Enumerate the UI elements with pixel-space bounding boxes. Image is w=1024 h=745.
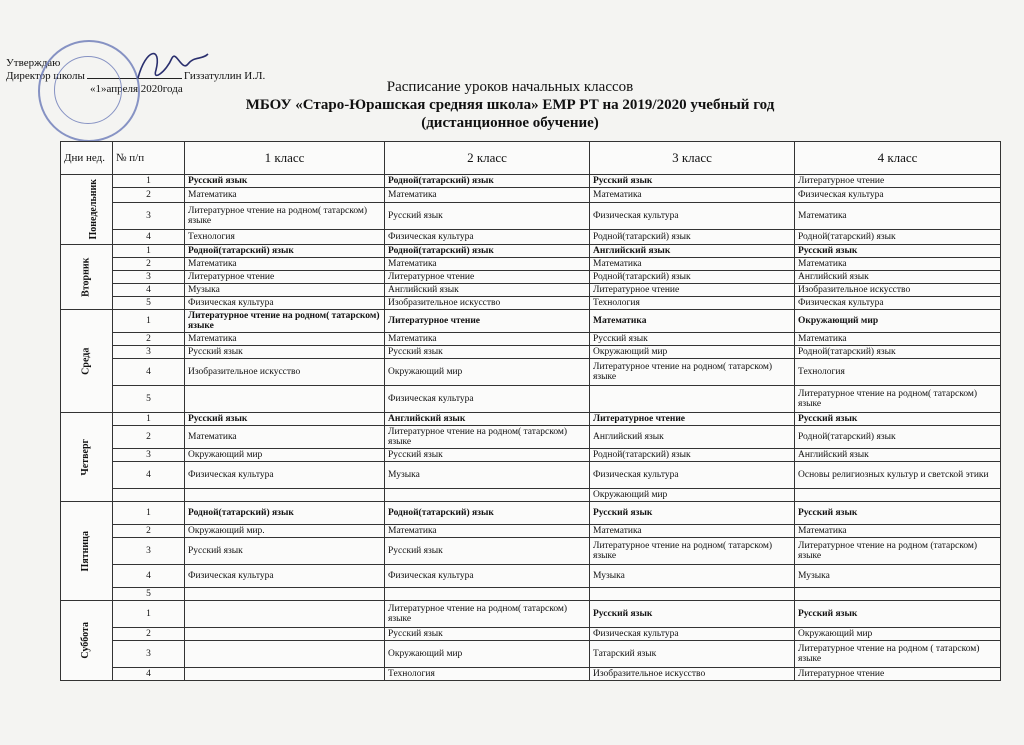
cell-class-2: Математика	[385, 333, 590, 346]
day-cell	[61, 245, 113, 310]
cell-class-1: Русский язык	[185, 346, 385, 359]
table-row	[61, 668, 1001, 681]
lesson-num: 1	[113, 502, 185, 525]
cell-class-3: Родной(татарский) язык	[590, 271, 795, 284]
title-line3: (дистанционное обучение)	[421, 115, 599, 131]
cell-class-1: Математика	[185, 426, 385, 449]
cell-class-2: Математика	[385, 525, 590, 538]
cell-class-3: Литературное чтение на родном( татарском) языке	[590, 538, 795, 565]
lesson-num	[113, 489, 185, 502]
table-row	[61, 271, 1001, 284]
cell-class-3: Родной(татарский) язык	[590, 230, 795, 245]
cell-class-3: Окружающий мир	[590, 489, 795, 502]
cell-class-2: Английский язык	[385, 413, 590, 426]
table-row	[61, 601, 1001, 628]
cell-class-2	[385, 489, 590, 502]
cell-class-2: Математика	[385, 188, 590, 203]
cell-class-4: Русский язык	[795, 413, 1001, 426]
cell-class-2: Литературное чтение на родном( татарском) языке	[385, 426, 590, 449]
cell-class-2: Музыка	[385, 462, 590, 489]
lesson-num: 1	[113, 413, 185, 426]
lesson-num: 1	[113, 175, 185, 188]
title-line2: МБОУ «Старо-Юрашская средняя школа» ЕМР РТ на 2019/2020 учебный год	[245, 97, 775, 113]
cell-class-3: Математика	[590, 258, 795, 271]
cell-class-1: Русский язык	[185, 413, 385, 426]
cell-class-1	[185, 628, 385, 641]
table-row	[61, 641, 1001, 668]
lesson-num: 5	[113, 297, 185, 310]
cell-class-4: Математика	[795, 525, 1001, 538]
table-row	[61, 489, 1001, 502]
cell-class-2: Английский язык	[385, 284, 590, 297]
cell-class-4: Технология	[795, 359, 1001, 386]
cell-class-2: Русский язык	[385, 449, 590, 462]
cell-class-3: Татарский язык	[590, 641, 795, 668]
header-row	[61, 142, 1001, 175]
cell-class-4: Физическая культура	[795, 188, 1001, 203]
cell-class-2: Русский язык	[385, 628, 590, 641]
cell-class-2: Русский язык	[385, 203, 590, 230]
cell-class-4	[795, 588, 1001, 601]
lesson-num: 5	[113, 588, 185, 601]
day-name: Пятница	[80, 530, 92, 572]
cell-class-2: Изобразительное искусство	[385, 297, 590, 310]
cell-class-2: Литературное чтение	[385, 271, 590, 284]
page-title	[200, 78, 820, 132]
table-row	[61, 245, 1001, 258]
cell-class-1	[185, 386, 385, 413]
lesson-num: 4	[113, 565, 185, 588]
cell-class-1	[185, 668, 385, 681]
cell-class-1: Математика	[185, 188, 385, 203]
table-row	[61, 188, 1001, 203]
lesson-num: 1	[113, 601, 185, 628]
director-name: Гиззатуллин И.Л.	[183, 70, 266, 82]
cell-class-3: Литературное чтение на родном( татарском) языке	[590, 359, 795, 386]
cell-class-1: Математика	[185, 258, 385, 271]
table-row	[61, 310, 1001, 333]
cell-class-4: Математика	[795, 203, 1001, 230]
day-name: Понедельник	[88, 179, 100, 240]
table-row	[61, 426, 1001, 449]
cell-class-1	[185, 641, 385, 668]
cell-class-3: Физическая культура	[590, 628, 795, 641]
cell-class-4: Родной(татарский) язык	[795, 230, 1001, 245]
cell-class-2: Технология	[385, 668, 590, 681]
school-stamp	[38, 40, 140, 142]
cell-class-1: Изобразительное искусство	[185, 359, 385, 386]
lesson-num: 2	[113, 333, 185, 346]
cell-class-4: Окружающий мир	[795, 310, 1001, 333]
table-row	[61, 346, 1001, 359]
lesson-num: 3	[113, 203, 185, 230]
day-cell	[61, 601, 113, 681]
cell-class-4	[795, 489, 1001, 502]
cell-class-3: Родной(татарский) язык	[590, 449, 795, 462]
lesson-num: 3	[113, 641, 185, 668]
cell-class-4: Изобразительное искусство	[795, 284, 1001, 297]
cell-class-4: Литературное чтение	[795, 175, 1001, 188]
cell-class-2: Математика	[385, 258, 590, 271]
table-row	[61, 297, 1001, 310]
table-row	[61, 175, 1001, 188]
approval-line1: Утверждаю	[6, 57, 61, 69]
cell-class-2: Русский язык	[385, 538, 590, 565]
day-name: Суббота	[80, 622, 92, 659]
cell-class-1: Русский язык	[185, 175, 385, 188]
cell-class-4: Русский язык	[795, 502, 1001, 525]
table-row	[61, 462, 1001, 489]
table-row	[61, 333, 1001, 346]
lesson-num: 3	[113, 538, 185, 565]
cell-class-3: Физическая культура	[590, 462, 795, 489]
cell-class-2: Литературное чтение	[385, 310, 590, 333]
lesson-num: 2	[113, 188, 185, 203]
cell-class-1: Родной(татарский) язык	[185, 502, 385, 525]
cell-class-3	[590, 588, 795, 601]
cell-class-3: Математика	[590, 188, 795, 203]
cell-class-1: Физическая культура	[185, 462, 385, 489]
table-row	[61, 525, 1001, 538]
cell-class-1: Русский язык	[185, 538, 385, 565]
lesson-num: 1	[113, 245, 185, 258]
lesson-num: 3	[113, 449, 185, 462]
cell-class-1: Физическая культура	[185, 565, 385, 588]
table-row	[61, 538, 1001, 565]
cell-class-3: Русский язык	[590, 333, 795, 346]
cell-class-4: Математика	[795, 258, 1001, 271]
table-row	[61, 628, 1001, 641]
lesson-num: 4	[113, 230, 185, 245]
cell-class-2: Литературное чтение на родном( татарском) языке	[385, 601, 590, 628]
cell-class-1: Физическая культура	[185, 297, 385, 310]
cell-class-4: Математика	[795, 333, 1001, 346]
cell-class-3: Музыка	[590, 565, 795, 588]
cell-class-4: Литературное чтение на родном ( татарском) языке	[795, 641, 1001, 668]
cell-class-2	[385, 588, 590, 601]
cell-class-4: Русский язык	[795, 601, 1001, 628]
cell-class-1	[185, 601, 385, 628]
lesson-num: 2	[113, 426, 185, 449]
cell-class-1: Литературное чтение на родном( татарском) языке	[185, 310, 385, 333]
lesson-num: 2	[113, 628, 185, 641]
schedule-table	[60, 141, 1001, 681]
title-line1: Расписание уроков начальных классов	[386, 79, 634, 95]
cell-class-3: Английский язык	[590, 245, 795, 258]
header-class-3: 3 класс	[590, 142, 795, 175]
cell-class-3: Русский язык	[590, 502, 795, 525]
day-cell	[61, 413, 113, 502]
lesson-num: 4	[113, 462, 185, 489]
cell-class-4: Музыка	[795, 565, 1001, 588]
cell-class-3: Математика	[590, 525, 795, 538]
cell-class-1: Математика	[185, 333, 385, 346]
cell-class-4: Окружающий мир	[795, 628, 1001, 641]
cell-class-2: Физическая культура	[385, 230, 590, 245]
cell-class-4: Английский язык	[795, 449, 1001, 462]
cell-class-4: Родной(татарский) язык	[795, 346, 1001, 359]
cell-class-4: Родной(татарский) язык	[795, 426, 1001, 449]
cell-class-4: Основы религиозных культур и светской этики	[795, 462, 1001, 489]
cell-class-3: Технология	[590, 297, 795, 310]
table-row	[61, 203, 1001, 230]
lesson-num: 2	[113, 258, 185, 271]
table-row	[61, 565, 1001, 588]
cell-class-3: Английский язык	[590, 426, 795, 449]
lesson-num: 3	[113, 346, 185, 359]
cell-class-3: Физическая культура	[590, 203, 795, 230]
lesson-num: 2	[113, 525, 185, 538]
header-class-1: 1 класс	[185, 142, 385, 175]
header-class-2: 2 класс	[385, 142, 590, 175]
cell-class-2: Родной(татарский) язык	[385, 502, 590, 525]
table-row	[61, 359, 1001, 386]
lesson-num: 1	[113, 310, 185, 333]
cell-class-1: Литературное чтение на родном( татарском) языке	[185, 203, 385, 230]
cell-class-1: Литературное чтение	[185, 271, 385, 284]
cell-class-4: Литературное чтение	[795, 668, 1001, 681]
cell-class-2: Физическая культура	[385, 565, 590, 588]
table-row	[61, 258, 1001, 271]
day-cell	[61, 175, 113, 245]
table-row	[61, 588, 1001, 601]
cell-class-4: Литературное чтение на родном( татарском) языке	[795, 386, 1001, 413]
cell-class-3: Окружающий мир	[590, 346, 795, 359]
cell-class-2: Русский язык	[385, 346, 590, 359]
header-num: № п/п	[113, 142, 185, 175]
cell-class-2: Окружающий мир	[385, 641, 590, 668]
cell-class-1: Технология	[185, 230, 385, 245]
lesson-num: 4	[113, 359, 185, 386]
cell-class-1: Музыка	[185, 284, 385, 297]
cell-class-4: Литературное чтение на родном (татарском) языке	[795, 538, 1001, 565]
day-name: Среда	[80, 347, 92, 375]
header-day: Дни нед.	[61, 142, 113, 175]
cell-class-1: Окружающий мир.	[185, 525, 385, 538]
cell-class-2: Окружающий мир	[385, 359, 590, 386]
cell-class-2: Родной(татарский) язык	[385, 245, 590, 258]
approval-line2: Директор школы	[6, 70, 85, 82]
cell-class-1	[185, 588, 385, 601]
day-cell	[61, 502, 113, 601]
day-cell	[61, 310, 113, 413]
table-row	[61, 284, 1001, 297]
header-class-4: 4 класс	[795, 142, 1001, 175]
cell-class-1: Родной(татарский) язык	[185, 245, 385, 258]
table-row	[61, 413, 1001, 426]
cell-class-3: Литературное чтение	[590, 413, 795, 426]
day-name: Четверг	[80, 438, 92, 476]
cell-class-4: Русский язык	[795, 245, 1001, 258]
lesson-num: 4	[113, 284, 185, 297]
cell-class-1: Окружающий мир	[185, 449, 385, 462]
table-row	[61, 502, 1001, 525]
table-row	[61, 449, 1001, 462]
cell-class-4: Английский язык	[795, 271, 1001, 284]
cell-class-3: Русский язык	[590, 601, 795, 628]
table-row	[61, 230, 1001, 245]
approval-date: «1»апреля 2020года	[90, 83, 183, 95]
cell-class-1	[185, 489, 385, 502]
cell-class-2: Родной(татарский) язык	[385, 175, 590, 188]
cell-class-2: Физическая культура	[385, 386, 590, 413]
cell-class-3	[590, 386, 795, 413]
cell-class-3: Математика	[590, 310, 795, 333]
day-name: Вторник	[80, 257, 92, 297]
cell-class-3: Литературное чтение	[590, 284, 795, 297]
lesson-num: 5	[113, 386, 185, 413]
cell-class-4: Физическая культура	[795, 297, 1001, 310]
table-row	[61, 386, 1001, 413]
schedule-body	[61, 175, 1001, 681]
cell-class-3: Русский язык	[590, 175, 795, 188]
lesson-num: 4	[113, 668, 185, 681]
cell-class-3: Изобразительное искусство	[590, 668, 795, 681]
lesson-num: 3	[113, 271, 185, 284]
